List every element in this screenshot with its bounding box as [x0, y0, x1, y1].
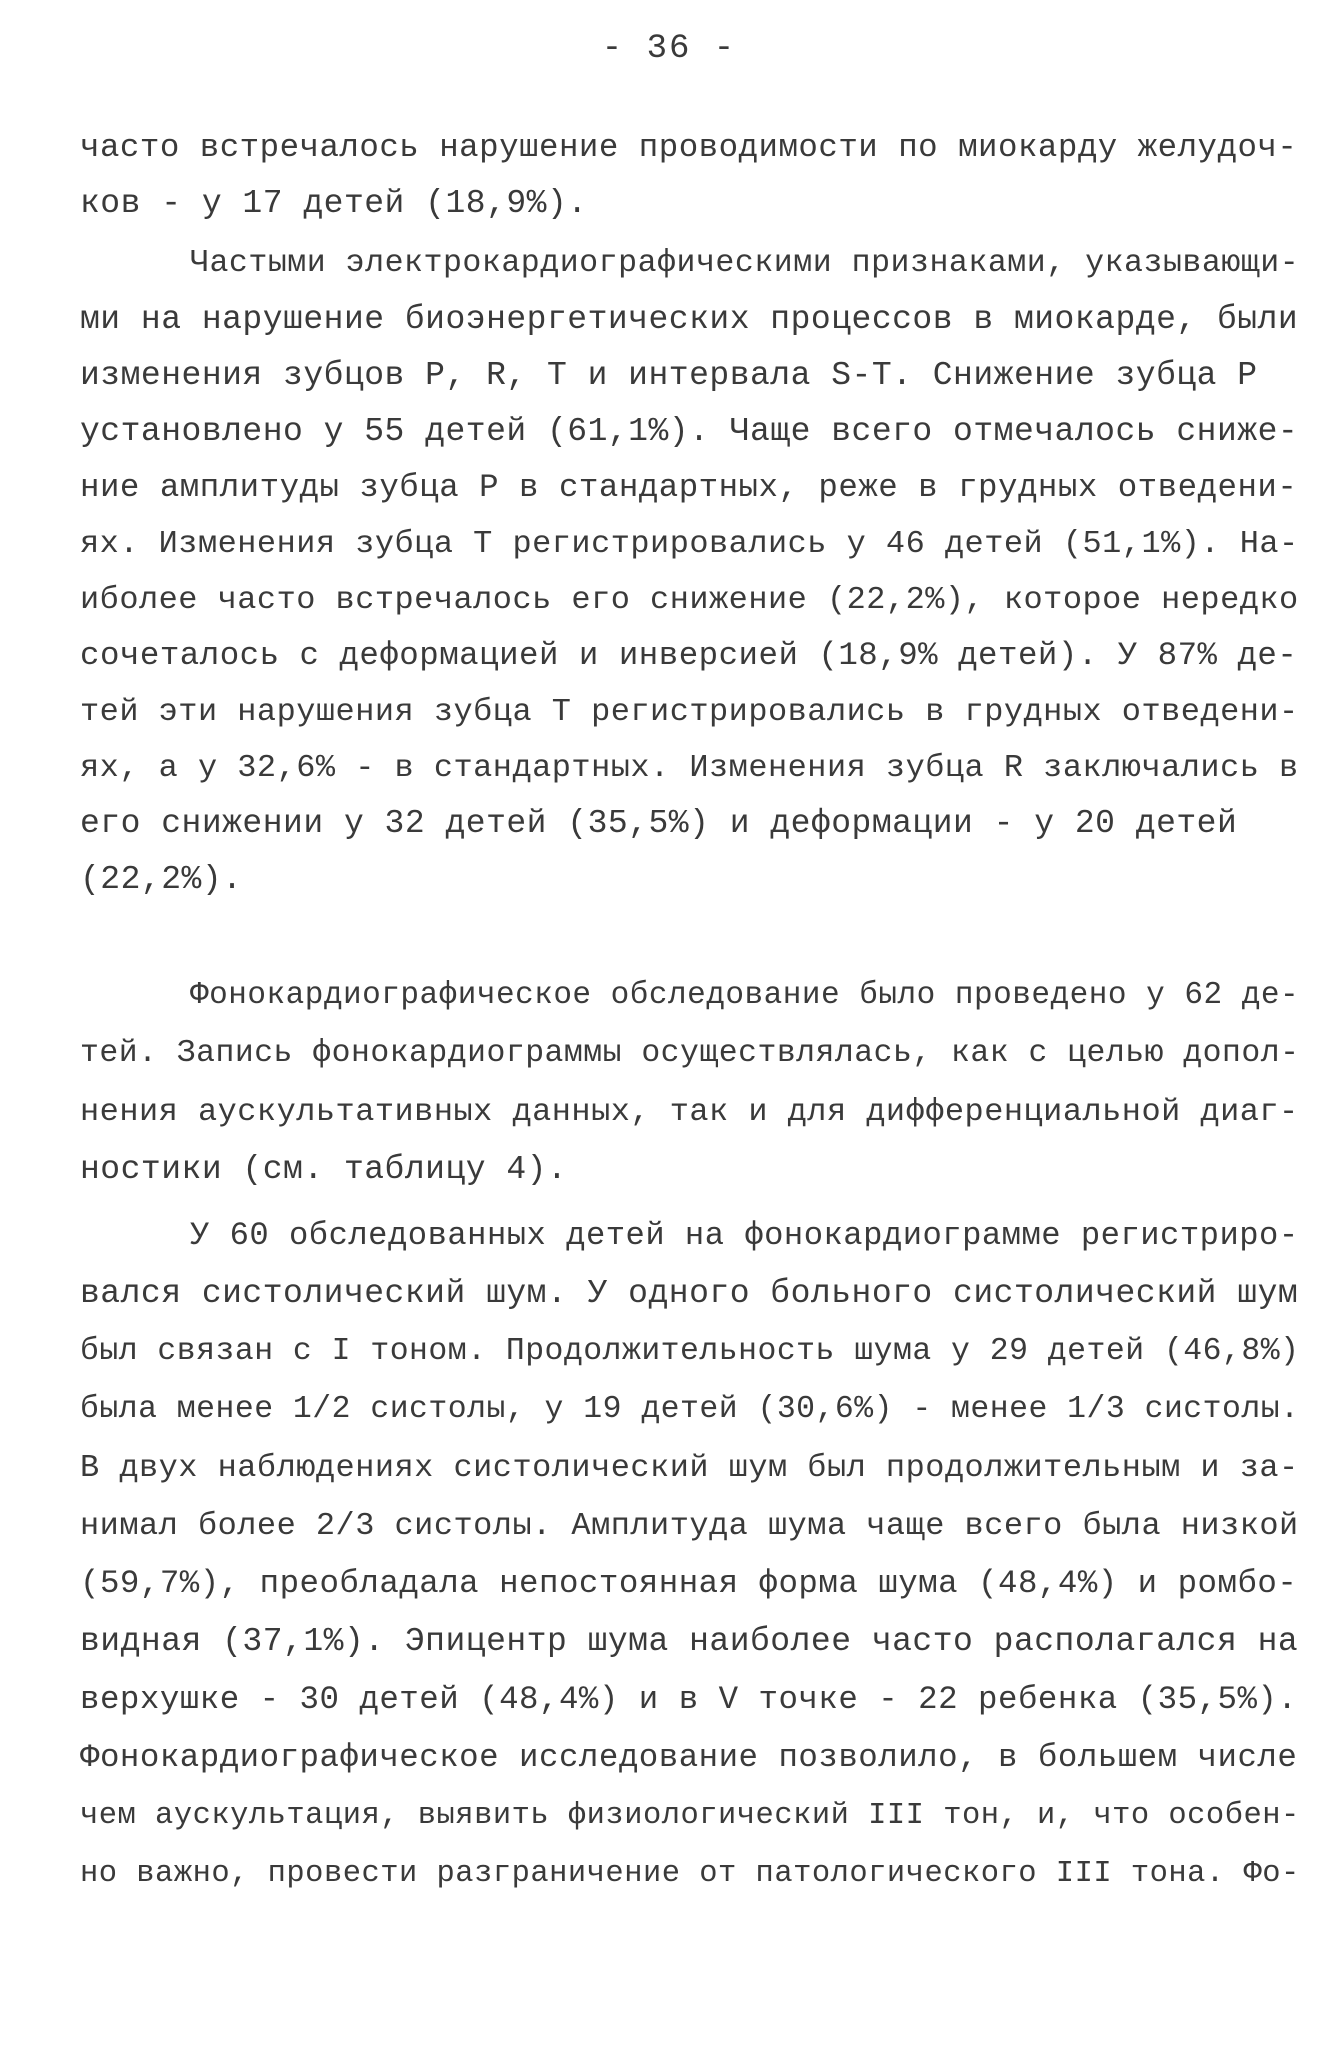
text-line: но важно, провести разграничение от патологического III тона. Фо- [80, 1857, 1300, 1891]
text-line: изменения зубцов P, R, T и интервала S-T. Снижение зубца P [80, 357, 1258, 394]
text-line: был связан с I тоном. Продолжительность шума у 29 детей (46,8%) [80, 1334, 1300, 1369]
text-line: нимал более 2/3 систолы. Амплитуда шума чаще всего была низкой [80, 1507, 1299, 1544]
text-line: была менее 1/2 систолы, у 19 детей (30,6%) - менее 1/3 систолы. [80, 1392, 1300, 1427]
text-line: (59,7%), преобладала непостоянная форма шума (48,4%) и ромбо- [80, 1565, 1298, 1602]
text-line: ях. Изменения зубца T регистрировались у 46 детей (51,1%). На- [80, 525, 1299, 562]
text-line: тей эти нарушения зубца T регистрировались в грудных отведени- [80, 693, 1299, 730]
text-line: его снижении у 32 детей (35,5%) и деформации - у 20 детей [80, 805, 1238, 842]
text-line: ков - у 17 детей (18,9%). [80, 185, 588, 222]
text-line: нения аускультативных данных, так и для дифференциальной диаг- [80, 1093, 1299, 1130]
text-line: тей. Запись фонокардиограммы осуществлялась, как с целью допол- [80, 1036, 1300, 1071]
text-line: (22,2%). [80, 861, 243, 898]
text-line: чем аускультация, выявить физиологический III тон, и, что особен- [80, 1799, 1300, 1833]
text-line: установлено у 55 детей (61,1%). Чаще всего отмечалось сниже- [80, 413, 1299, 450]
text-line: ние амплитуды зубца P в стандартных, реже в грудных отведени- [80, 469, 1298, 506]
text-line: видная (37,1%). Эпицентр шума наиболее часто располагался на [80, 1623, 1299, 1660]
text-line: верхушке - 30 детей (48,4%) и в V точке - 22 ребенка (35,5%). [80, 1681, 1298, 1718]
text-line: Фонокардиографическое обследование было проведено у 62 де- [190, 978, 1300, 1013]
text-line: У 60 обследованных детей на фонокардиограмме регистриро- [190, 1217, 1299, 1254]
text-line: вался систолический шум. У одного больного систолический шум [80, 1275, 1299, 1312]
text-line: ях, а у 32,6% - в стандартных. Изменения зубца R заключались в [80, 749, 1299, 786]
text-line: Частыми электрокардиографическими признаками, указывающи- [190, 246, 1300, 281]
text-line: ностики (см. таблицу 4). [80, 1151, 568, 1188]
text-line: В двух наблюдениях систолический шум был продолжительным и за- [80, 1449, 1299, 1486]
text-line: Фонокардиографическое исследование позволило, в большем числе [80, 1739, 1298, 1776]
text-line: ми на нарушение биоэнергетических процессов в миокарде, были [80, 301, 1299, 338]
text-line: часто встречалось нарушение проводимости по миокарду желудоч- [80, 129, 1298, 166]
text-line: сочеталось с деформацией и инверсией (18,9% детей). У 87% де- [80, 637, 1298, 674]
text-line: иболее часто встречалось его снижение (22,2%), которое нередко [80, 581, 1299, 618]
page-number: - 36 - [601, 30, 737, 68]
